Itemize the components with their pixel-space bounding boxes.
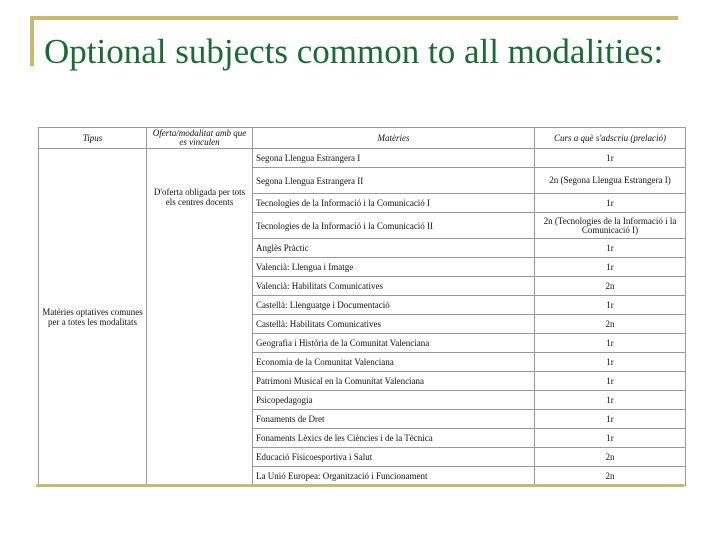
- table-row: [39, 149, 686, 168]
- curs-cell: 1r: [535, 296, 686, 315]
- curs-cell: 1r: [535, 429, 686, 448]
- materia-cell: Psicopedagogia: [253, 391, 535, 410]
- curs-cell: 1r: [535, 194, 686, 213]
- subjects-table: [38, 127, 686, 486]
- oferta-cell: D'oferta obligada per tots els centres docents: [147, 149, 253, 486]
- materia-cell: Segona Llengua Estrangera I: [253, 149, 535, 168]
- materia-cell: Geografia i Història de la Comunitat Valenciana: [253, 334, 535, 353]
- curs-cell: 2n: [535, 277, 686, 296]
- materia-cell: Economia de la Comunitat Valenciana: [253, 353, 535, 372]
- curs-cell: 1r: [535, 149, 686, 168]
- curs-cell: 1r: [535, 391, 686, 410]
- curs-cell: 1r: [535, 353, 686, 372]
- materia-cell: Valencià: Llengua i Imatge: [253, 258, 535, 277]
- materia-cell: Valencià: Habilitats Comunicatives: [253, 277, 535, 296]
- top-accent-rule: [30, 16, 678, 20]
- table-body: [39, 149, 686, 486]
- materia-cell: Castellà: Habilitats Comunicatives: [253, 315, 535, 334]
- materia-cell: Anglès Pràctic: [253, 239, 535, 258]
- header-oferta: Oferta/modalitat amb que es vinculen: [147, 128, 253, 149]
- materia-cell: La Unió Europea: Organització i Funcionament: [253, 467, 535, 486]
- curs-cell: 1r: [535, 372, 686, 391]
- curs-cell: 1r: [535, 258, 686, 277]
- header-tipus: Tipus: [39, 128, 147, 149]
- header-materies: Matèries: [253, 128, 535, 149]
- materia-cell: Segona Llengua Estrangera II: [253, 168, 535, 194]
- table-header-row: [39, 128, 686, 149]
- header-curs: Curs a què s'adscriu (prelació): [535, 128, 686, 149]
- materia-cell: Fonaments de Dret: [253, 410, 535, 429]
- bottom-accent-rule: [36, 484, 684, 487]
- curs-cell: 2n: [535, 315, 686, 334]
- slide-title: Optional subjects common to all modalities:: [44, 32, 664, 71]
- materia-cell: Tecnologies de la Informació i la Comunicació II: [253, 213, 535, 239]
- curs-cell: 2n (Segona Llengua Estrangera I): [535, 168, 686, 194]
- curs-cell: 1r: [535, 239, 686, 258]
- materia-cell: Castellà: Llenguatge i Documentació: [253, 296, 535, 315]
- tipus-cell: Matèries optatives comunes per a totes les modalitats: [39, 149, 147, 486]
- curs-cell: 2n: [535, 467, 686, 486]
- materia-cell: Fonaments Lèxics de les Ciències i de la Tècnica: [253, 429, 535, 448]
- curs-cell: 2n (Tecnologies de la Informació i la Comunicació I): [535, 213, 686, 239]
- subjects-table-container: [38, 127, 685, 486]
- materia-cell: Tecnologies de la Informació i la Comunicació I: [253, 194, 535, 213]
- curs-cell: 1r: [535, 334, 686, 353]
- materia-cell: Educació Físicoesportiva i Salut: [253, 448, 535, 467]
- curs-cell: 1r: [535, 410, 686, 429]
- curs-cell: 2n: [535, 448, 686, 467]
- materia-cell: Patrimoni Musical en la Comunitat Valenciana: [253, 372, 535, 391]
- left-accent-rule: [30, 16, 34, 66]
